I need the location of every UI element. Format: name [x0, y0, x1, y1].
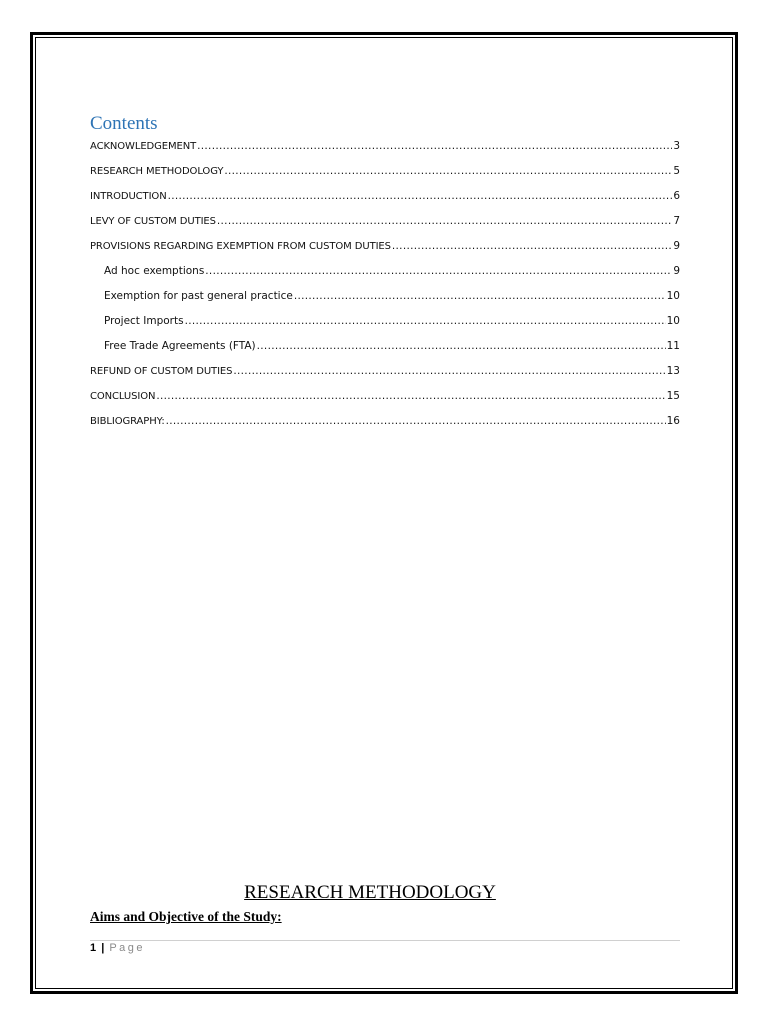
- toc-entry-page: 6: [673, 190, 680, 202]
- toc-entry-page: 10: [666, 315, 680, 327]
- page-footer: [90, 941, 145, 955]
- toc-entry-page: 9: [673, 265, 680, 277]
- toc-entry-label: Project Imports: [104, 315, 184, 327]
- section-heading: RESEARCH METHODOLOGY: [244, 882, 496, 903]
- toc-dot-leader: [217, 212, 672, 230]
- toc-entry-page: 15: [666, 390, 680, 402]
- toc-dot-leader: [257, 337, 666, 355]
- toc-entry-label: RESEARCH METHODOLOGY: [90, 166, 224, 177]
- toc-entry-label: ACKNOWLEDGEMENT: [90, 141, 197, 152]
- footer-divider: [90, 940, 680, 941]
- footer-page-label: Page: [109, 942, 146, 954]
- toc-entry-label: BIBLIOGRAPHY:: [90, 416, 165, 427]
- toc-entry-label: INTRODUCTION: [90, 191, 167, 202]
- toc-entry-page: 5: [673, 165, 680, 177]
- toc-entry-label: PROVISIONS REGARDING EXEMPTION FROM CUSTOM DUTIES: [90, 241, 391, 252]
- toc-entry-label: Ad hoc exemptions: [104, 265, 205, 277]
- toc-entry-page: 7: [673, 215, 680, 227]
- toc-dot-leader: [166, 412, 666, 430]
- toc-list: [90, 137, 680, 437]
- toc-entry-page: 11: [666, 340, 680, 352]
- toc-entry-introduction[interactable]: [90, 187, 680, 212]
- toc-dot-leader: [205, 262, 672, 280]
- toc-entry-label: REFUND OF CUSTOM DUTIES: [90, 366, 233, 377]
- toc-dot-leader: [168, 187, 673, 205]
- toc-entry-page: 10: [666, 290, 680, 302]
- toc-dot-leader: [392, 237, 672, 255]
- toc-dot-leader: [224, 162, 672, 180]
- toc-entry-page: 16: [666, 415, 680, 427]
- toc-entry-page: 9: [673, 240, 680, 252]
- toc-dot-leader: [185, 312, 666, 330]
- toc-entry-conclusion[interactable]: [90, 387, 680, 412]
- toc-entry-label: Exemption for past general practice: [104, 290, 293, 302]
- toc-title: Contents: [90, 113, 158, 134]
- toc-entry-ad-hoc-exemptions[interactable]: [90, 262, 680, 287]
- toc-dot-leader: [294, 287, 666, 305]
- toc-entry-refund-of-custom-duties[interactable]: [90, 362, 680, 387]
- toc-entry-past-general-practice[interactable]: [90, 287, 680, 312]
- toc-entry-page: 13: [666, 365, 680, 377]
- toc-dot-leader: [197, 137, 672, 155]
- toc-entry-label: Free Trade Agreements (FTA): [104, 340, 256, 352]
- toc-entry-provisions-exemption[interactable]: [90, 237, 680, 262]
- toc-entry-label: CONCLUSION: [90, 391, 156, 402]
- toc-dot-leader: [156, 387, 665, 405]
- toc-entry-project-imports[interactable]: [90, 312, 680, 337]
- toc-entry-levy-of-custom-duties[interactable]: [90, 212, 680, 237]
- toc-entry-free-trade-agreements[interactable]: [90, 337, 680, 362]
- footer-separator: |: [101, 942, 105, 954]
- subheading: Aims and Objective of the Study:: [90, 909, 282, 924]
- toc-dot-leader: [233, 362, 665, 380]
- toc-entry-acknowledgement[interactable]: [90, 137, 680, 162]
- footer-page-number: 1: [90, 942, 97, 954]
- toc-entry-page: 3: [673, 140, 680, 152]
- toc-entry-bibliography[interactable]: [90, 412, 680, 437]
- toc-entry-label: LEVY OF CUSTOM DUTIES: [90, 216, 216, 227]
- toc-entry-research-methodology[interactable]: [90, 162, 680, 187]
